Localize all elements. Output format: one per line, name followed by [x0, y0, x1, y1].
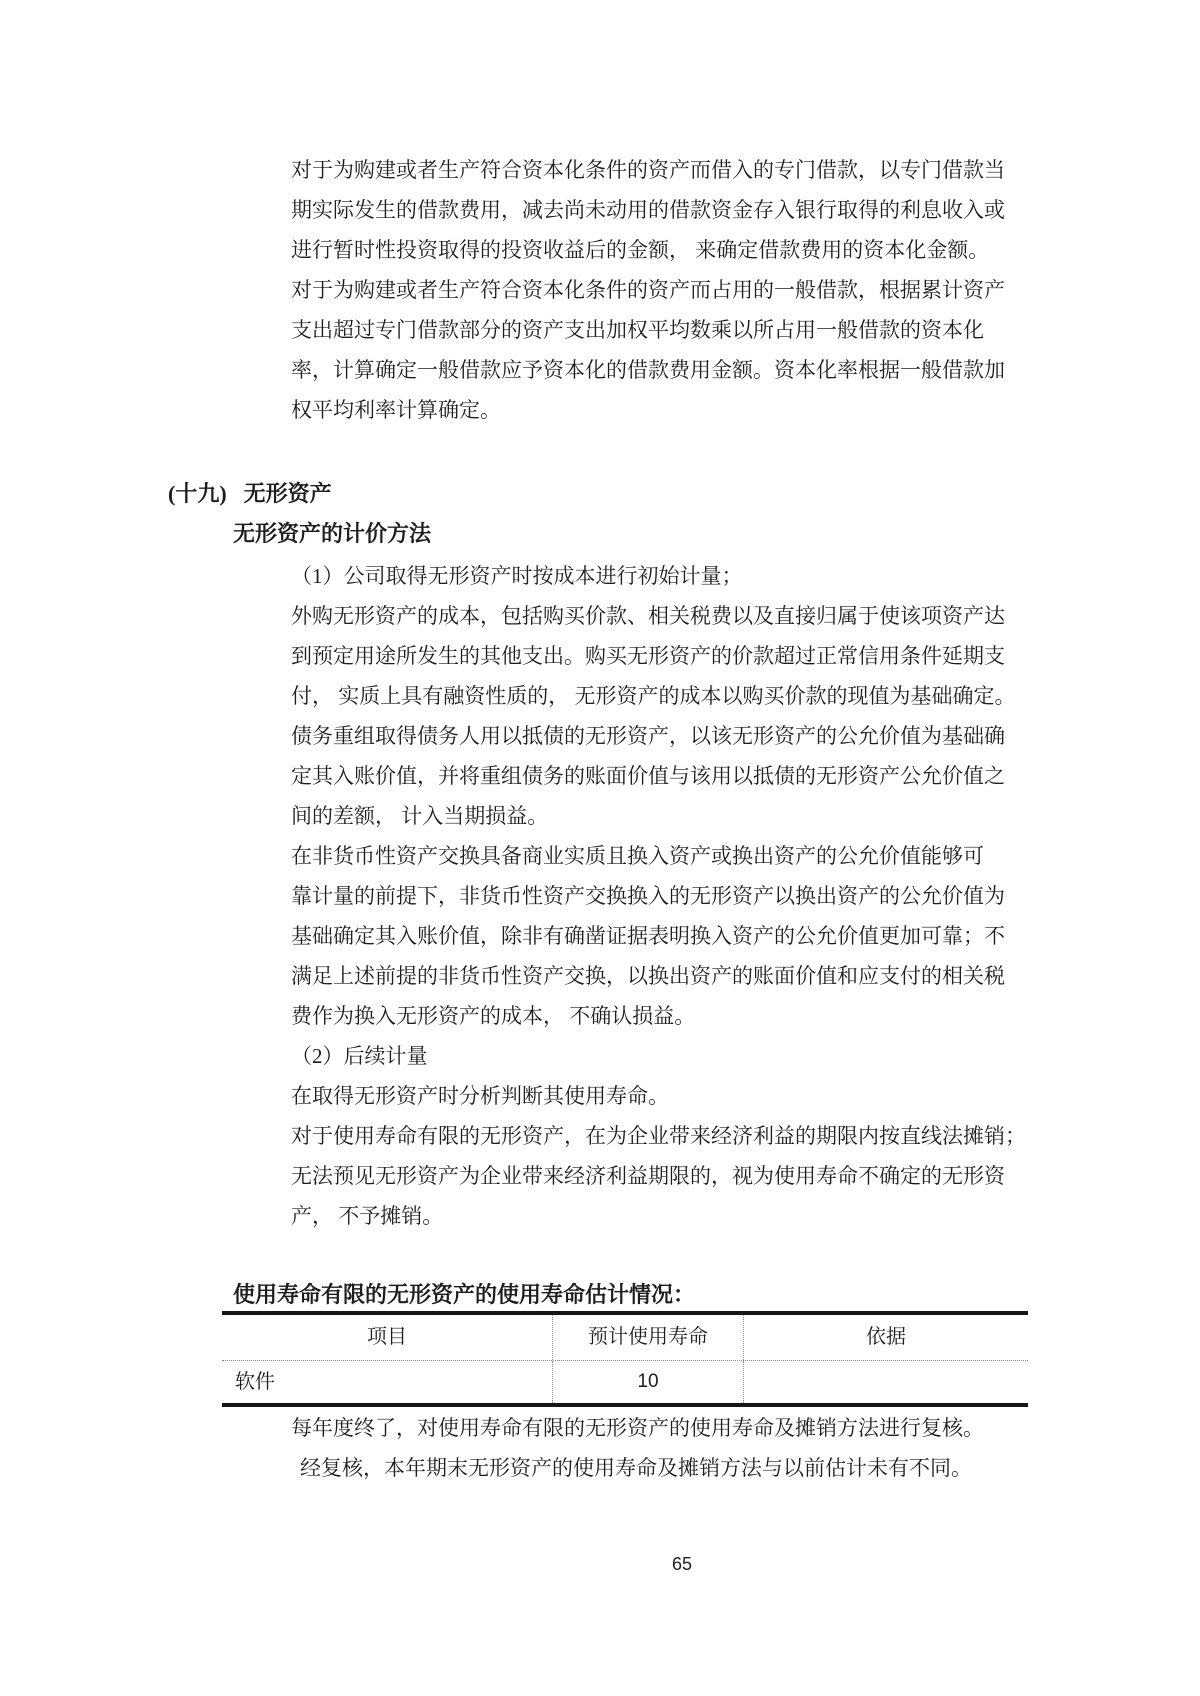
text-line: 间的差额， 计入当期损益。 [291, 804, 549, 828]
valuation-method-paragraph [291, 556, 1051, 1236]
section-heading [168, 474, 332, 514]
text-line: 期实际发生的借款费用，减去尚未动用的借款资金存入银行取得的利息收入或 [291, 198, 1005, 222]
text-line: 基础确定其入账价值，除非有确凿证据表明换入资产的公允价值更加可靠；不 [291, 924, 1005, 948]
text-line: 进行暂时性投资取得的投资收益后的金额， 来确定借款费用的资本化金额。 [291, 238, 990, 262]
text-line: 无法预见无形资产为企业带来经济利益期限的，视为使用寿命不确定的无形资 [291, 1164, 1005, 1188]
text-line: 到预定用途所发生的其他支出。购买无形资产的价款超过正常信用条件延期支 [291, 644, 1005, 668]
text-line: 对于使用寿命有限的无形资产，在为企业带来经济利益的期限内按直线法摊销； [291, 1124, 1026, 1148]
text-line: 经复核，本年期末无形资产的使用寿命及摊销方法与以前估计未有不同。 [300, 1456, 972, 1480]
table-header-expected-life: 预计使用寿命 [552, 1315, 743, 1360]
review-paragraph [291, 1408, 1031, 1488]
page-number: 65 [672, 1554, 693, 1574]
text-line: 对于为购建或者生产符合资本化条件的资产而借入的专门借款，以专门借款当 [291, 158, 1005, 182]
table-cell-item: 软件 [235, 1371, 275, 1393]
table-cell-expected-life: 10 [552, 1361, 743, 1403]
text-line: 率，计算确定一般借款应予资本化的借款费用金额。资本化率根据一般借款加 [291, 358, 1005, 382]
text-line: 付， 实质上具有融资性质的， 无形资产的成本以购买价款的现值为基础确定。 [291, 684, 1016, 708]
table-header-basis: 依据 [743, 1315, 1028, 1360]
text-line: 在取得无形资产时分析判断其使用寿命。 [291, 1084, 669, 1108]
useful-life-table [222, 1311, 1028, 1407]
text-line: 对于为购建或者生产符合资本化条件的资产而占用的一般借款，根据累计资产 [291, 278, 1005, 302]
text-line: 支出超过专门借款部分的资产支出加权平均数乘以所占用一般借款的资本化 [291, 318, 984, 342]
borrowing-costs-paragraph [291, 150, 1031, 430]
text-line: 费作为换入无形资产的成本， 不确认损益。 [291, 1004, 696, 1028]
text-line: 靠计量的前提下，非货币性资产交换换入的无形资产以换出资产的公允价值为 [291, 884, 1005, 908]
subsection-heading: 无形资产的计价方法 [233, 521, 432, 546]
table-caption: 使用寿命有限的无形资产的使用寿命估计情况： [233, 1282, 696, 1307]
section-index: (十九) [168, 481, 227, 506]
text-line: 在非货币性资产交换具备商业实质且换入资产或换出资产的公允价值能够可 [291, 844, 984, 868]
section-title: 无形资产 [243, 481, 332, 506]
text-line: 债务重组取得债务人用以抵债的无形资产，以该无形资产的公允价值为基础确 [291, 724, 1005, 748]
text-line: （2）后续计量 [291, 1044, 428, 1068]
text-line: 定其入账价值，并将重组债务的账面价值与该用以抵债的无形资产公允价值之 [291, 764, 1005, 788]
text-line: 产， 不予摊销。 [291, 1204, 444, 1228]
table-header-row [222, 1315, 1028, 1361]
table-header-item: 项目 [367, 1326, 407, 1348]
text-line: 每年度终了，对使用寿命有限的无形资产的使用寿命及摊销方法进行复核。 [291, 1416, 984, 1440]
text-line: 满足上述前提的非货币性资产交换，以换出资产的账面价值和应支付的相关税 [291, 964, 1005, 988]
table-row [222, 1361, 1028, 1403]
text-line: （1）公司取得无形资产时按成本进行初始计量； [291, 564, 743, 588]
text-line: 权平均利率计算确定。 [291, 398, 501, 422]
table-cell-basis [743, 1361, 1028, 1403]
text-line: 外购无形资产的成本，包括购买价款、相关税费以及直接归属于使该项资产达 [291, 604, 1005, 628]
